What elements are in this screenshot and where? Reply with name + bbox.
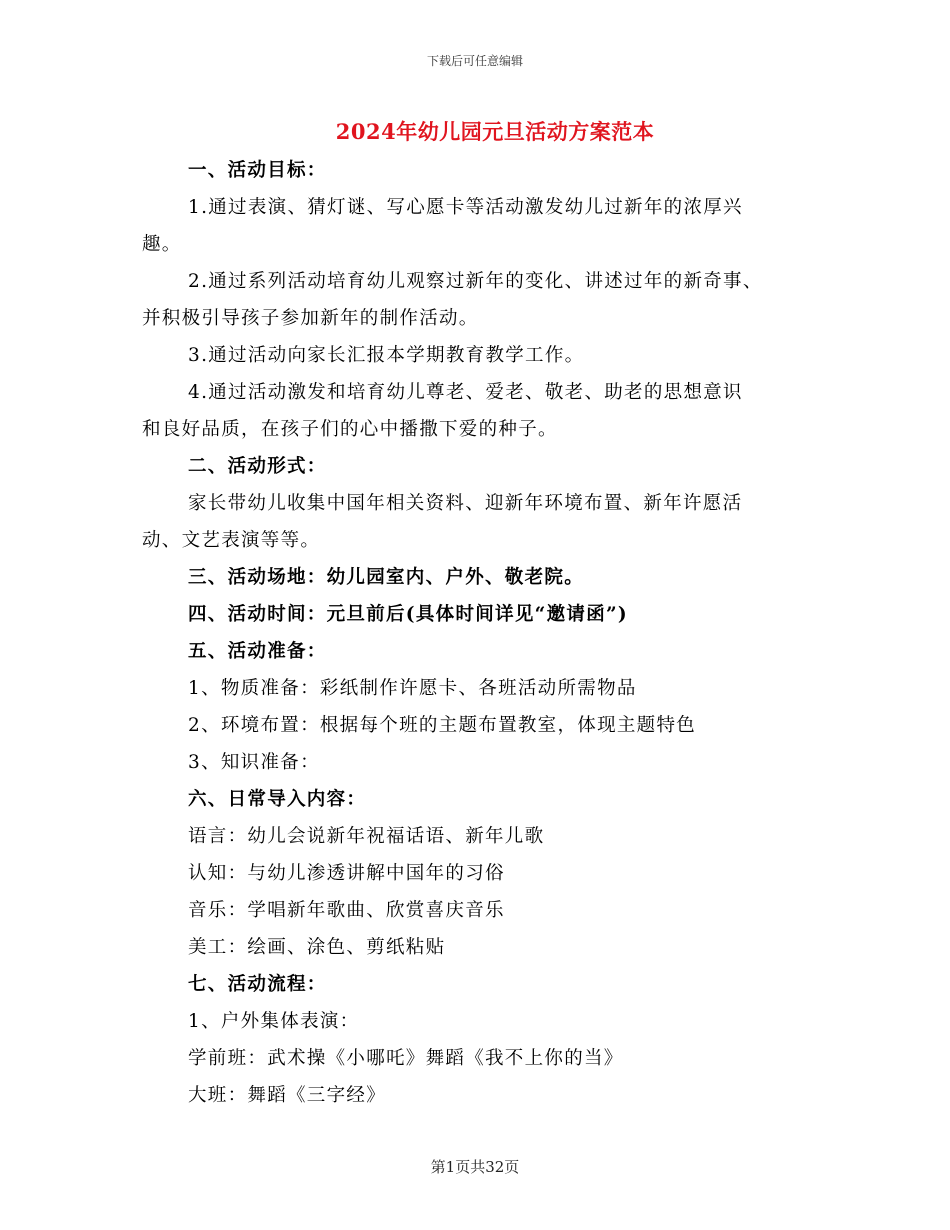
body-line: 3、知识准备： <box>188 752 320 773</box>
body-line: 趣。 <box>142 234 182 255</box>
body-line: 2、环境布置：根据每个班的主题布置教室，体现主题特色 <box>188 715 697 736</box>
page-header: 下载后可任意编辑 <box>426 54 523 68</box>
body-line: 学前班：武术操《小哪吒》舞蹈《我不上你的当》 <box>188 1048 624 1069</box>
body-line: 语言：幼儿会说新年祝福话语、新年儿歌 <box>188 826 545 847</box>
body-line: 并积极引导孩子参加新年的制作活动。 <box>142 308 479 329</box>
section-heading: 一、活动目标： <box>188 160 327 181</box>
body-line: 美工：绘画、涂色、剪纸粘贴 <box>188 937 446 958</box>
body-line: 认知：与幼儿渗透讲解中国年的习俗 <box>188 863 505 884</box>
body-line: 4.通过活动激发和培育幼儿尊老、爱老、敬老、助老的思想意识 <box>188 382 743 403</box>
section-heading: 六、日常导入内容： <box>188 789 367 810</box>
section-heading: 四、活动时间：元旦前后(具体时间详见“邀请函”) <box>188 604 628 625</box>
page-footer: 第1页共32页 <box>430 1158 520 1176</box>
document-title: 2024年幼儿园元旦活动方案范本 <box>335 119 655 144</box>
body-line: 3.通过活动向家长汇报本学期教育教学工作。 <box>188 345 585 366</box>
body-line: 音乐：学唱新年歌曲、欣赏喜庆音乐 <box>188 900 505 921</box>
section-heading: 五、活动准备： <box>188 641 327 662</box>
body-line: 1、户外集体表演： <box>188 1011 360 1032</box>
section-heading: 三、活动场地：幼儿园室内、户外、敬老院。 <box>188 567 585 588</box>
section-heading: 二、活动形式： <box>188 456 327 477</box>
document-body <box>142 152 822 1114</box>
body-line: 1.通过表演、猜灯谜、写心愿卡等活动激发幼儿过新年的浓厚兴 <box>188 197 743 218</box>
body-line: 动、文艺表演等等。 <box>142 530 321 551</box>
body-line: 2.通过系列活动培育幼儿观察过新年的变化、讲述过年的新奇事、 <box>188 271 763 292</box>
section-heading: 七、活动流程： <box>188 974 327 995</box>
body-line: 大班：舞蹈《三字经》 <box>188 1085 387 1106</box>
body-line: 家长带幼儿收集中国年相关资料、迎新年环境布置、新年许愿活 <box>188 493 743 514</box>
body-line: 1、物质准备：彩纸制作许愿卡、各班活动所需物品 <box>188 678 637 699</box>
body-line: 和良好品质，在孩子们的心中播撒下爱的种子。 <box>142 419 558 440</box>
